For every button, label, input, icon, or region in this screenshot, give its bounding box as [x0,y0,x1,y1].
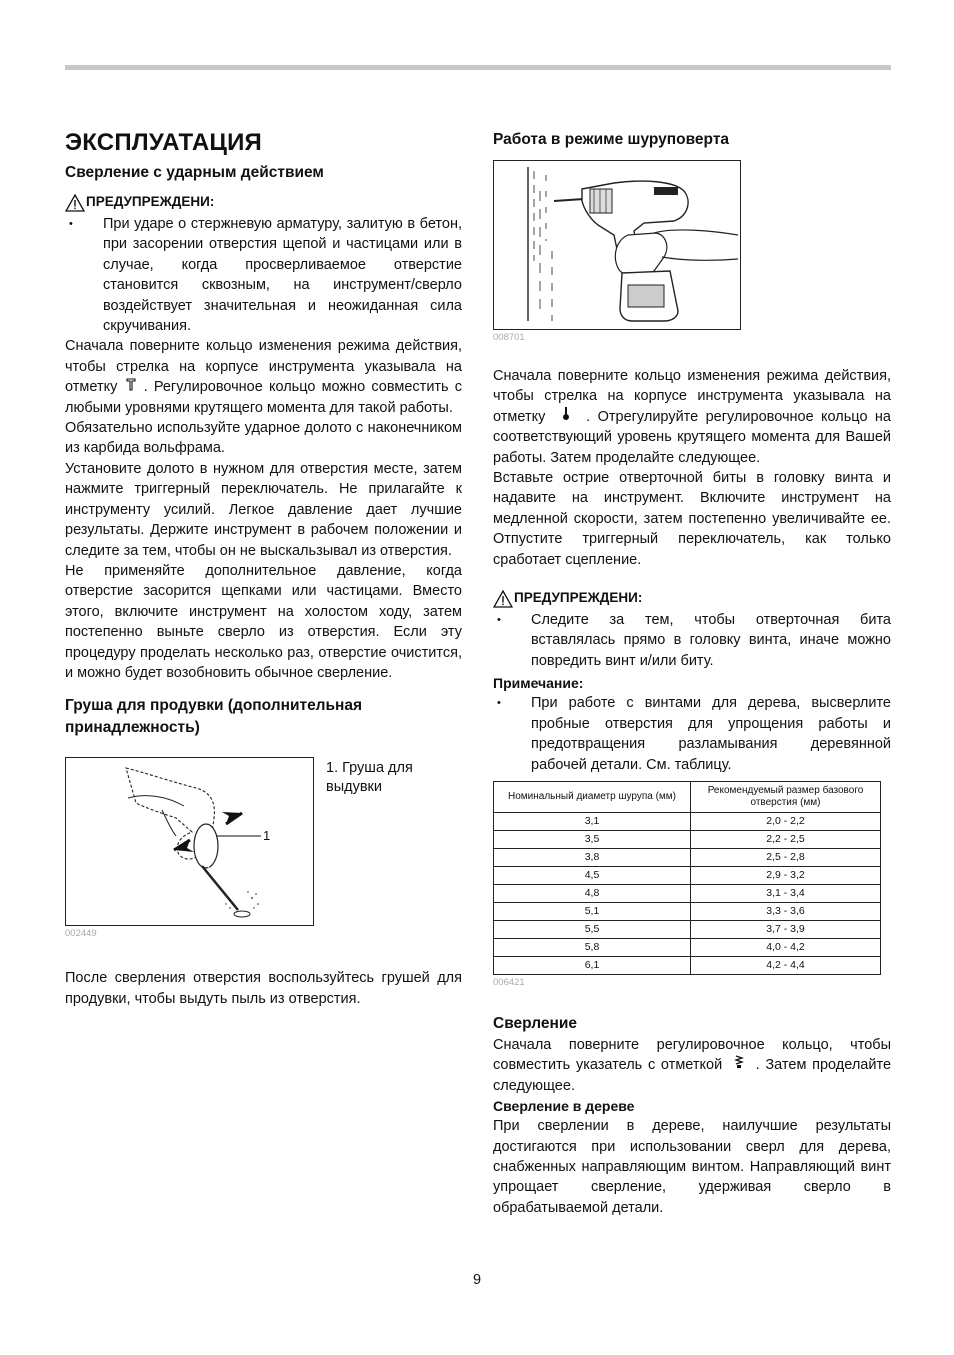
bullet-dot: • [69,218,73,230]
paragraph-drilling [493,1035,891,1096]
blower-illustration [66,758,312,924]
table-cell-screw-diameter: 6,1 [494,956,691,974]
table-row [494,830,881,848]
table-header-row [494,781,881,812]
warning-label: ПРЕДУПРЕЖДЕНИ: [86,194,215,209]
screwdriver-figure-code: 008701 [493,332,525,343]
top-rule [65,65,891,70]
paragraph-mode-ring-a: Сначала поверните кольцо изменения режима действия, чтобы стрелка на корпусе инструмента указывала на отметку [65,338,462,396]
warning-bullet [65,214,462,336]
warning-heading-right [493,588,891,608]
hammer-mode-icon [124,377,138,397]
bullet-dot: • [497,614,501,627]
table-cell-screw-diameter: 5,8 [494,938,691,956]
table-cell-pilot-hole: 2,5 - 2,8 [691,848,881,866]
page-title: ЭКСПЛУАТАЦИЯ [65,129,263,156]
screwdriver-figure [493,160,741,330]
table-cell-pilot-hole: 2,9 - 3,2 [691,866,881,884]
paragraph-mode-ring-b: . Регулировочное кольцо можно совместить с любыми уровнями крутящего момента для такой работы. [65,379,463,416]
table-row [494,956,881,974]
paragraph-screw-mode-b: . Отрегулируйте регулировочное кольцо на соответствующий уровень крутящего момента для Вашей работы. Затем проделайте следующее. [493,408,891,466]
table-row [494,938,881,956]
left-column [65,126,462,1009]
heading-wood-drilling: Сверление в дереве [493,1098,635,1115]
blower-figure [65,757,314,926]
warning-triangle-icon [493,590,513,608]
bullet-dot: • [497,697,501,710]
table-cell-screw-diameter: 4,8 [494,884,691,902]
table-header-screw-diameter: Номинальный диаметр шурупа (мм) [494,781,691,812]
paragraph-carbide: Обязательно используйте ударное долото с наконечником из карбида вольфрама. [65,420,462,457]
heading-impact-drilling: Сверление с ударным действием [65,164,324,181]
pilot-hole-table [493,781,881,975]
paragraph-clogging: Не применяйте дополнительное давление, когда отверстие засорится щепками или частицами. Вместо этого, включите инструмент на холостом ходу, затем постепенно выньте сверло из отверстия. Если эту процедуру проделать несколько раз, отверстие очистится, и можно будет возобновить обычное сверление. [65,562,462,681]
paragraph-insert-bit: Вставьте острие отверточной биты в головку винта и надавите на инструмент. Включите инструмент на медленной скорости, затем постепенно увеличивайте ее. Отпустите триггерный переключатель, как только сработает сцепление. [493,470,891,568]
screw-mode-icon [553,407,579,427]
table-code: 006421 [493,976,525,988]
paragraph-screw-mode-a: Сначала поверните кольцо изменения режима действия, чтобы стрелка на корпусе инструмента указывала на отметку [493,368,891,425]
paragraph-mode-ring [65,336,462,418]
table-header-pilot-hole: Рекомендуемый размер базового отверстия (мм) [691,781,881,812]
blower-figure-row [65,757,462,926]
table-cell-pilot-hole: 3,3 - 3,6 [691,902,881,920]
table-cell-pilot-hole: 4,2 - 4,4 [691,956,881,974]
note-bullet [493,693,891,775]
warning-label-right: ПРЕДУПРЕЖДЕНИ: [514,590,643,606]
heading-screwdriving: Работа в режиме шуруповерта [493,131,730,148]
figure-legend: 1. Груша для выдувки [326,760,413,796]
heading-blower: Груша для продувки (дополнительная принадлежность) [65,697,363,737]
warning-text: При ударе о стержневую арматуру, залитую в бетон, при засорении отверстия щепой и частицами или в случае, когда просверливаемое отверстие становится сквозным, на инструмент/сверло воздействует значительная и неожиданная сила скручивания. [103,216,462,335]
paragraph-after-drilling: После сверления отверстия воспользуйтесь грушей для продувки, чтобы выдуть пыль из отверстия. [65,970,462,1007]
warning-heading [65,192,462,212]
table-cell-screw-diameter: 5,5 [494,920,691,938]
paragraph-drilling-a: Сначала поверните регулировочное кольцо, чтобы совместить указатель с отметкой [493,1036,891,1074]
table-row [494,848,881,866]
table-cell-pilot-hole: 3,7 - 3,9 [691,920,881,938]
table-cell-pilot-hole: 4,0 - 4,2 [691,938,881,956]
warning-bullet-right [493,610,891,671]
right-column [493,126,891,1218]
table-body [494,812,881,974]
table-cell-screw-diameter: 5,1 [494,902,691,920]
table-cell-screw-diameter: 3,5 [494,830,691,848]
table-cell-screw-diameter: 3,1 [494,812,691,830]
drill-driver-illustration [494,161,739,328]
heading-drilling: Сверление [493,1014,577,1032]
table-row [494,812,881,830]
table-cell-pilot-hole: 3,1 - 3,4 [691,884,881,902]
paragraph-positioning: Установите долото в нужном для отверстия месте, затем нажмите триггерный переключатель. Не прилагайте к инструменту усилий. Легкое давление дает лучшие результаты. Держите инструмент в рабочем положении и следите за тем, чтобы он не выскальзывал из отверстия. [65,460,462,559]
table-row [494,866,881,884]
warning-triangle-icon [65,194,85,212]
note-text: При работе с винтами для дерева, высверлите пробные отверстия для упрощения работы и предотвращения разламывания деревянной рабочей детали. См. таблицу. [531,695,891,773]
paragraph-drilling-b: . Затем проделайте следующее. [493,1057,892,1094]
table-row [494,884,881,902]
page-number: 9 [472,1272,482,1288]
table-cell-screw-diameter: 4,5 [494,866,691,884]
table-cell-pilot-hole: 2,2 - 2,5 [691,830,881,848]
table-cell-pilot-hole: 2,0 - 2,2 [691,812,881,830]
warning-text-right: Следите за тем, чтобы отверточная бита вставлялась прямо в головку винта, иначе можно повредить винт и/или биту. [531,612,891,669]
table-row [494,902,881,920]
paragraph-screw-mode [493,366,891,468]
note-label: Примечание: [493,675,584,692]
drill-mode-icon [728,1055,750,1075]
figure-code: 002449 [65,928,97,940]
table-row [494,920,881,938]
paragraph-wood-drilling: При сверлении в дереве, наилучшие результаты достигаются при использовании сверл для дерева, снабженных направляющим винтом. Направляющий винт упрощает сверление, удерживая сверло в обрабатываемой детали. [493,1118,891,1216]
table-cell-screw-diameter: 3,8 [494,848,691,866]
figure-callout-number: 1 [263,828,271,844]
